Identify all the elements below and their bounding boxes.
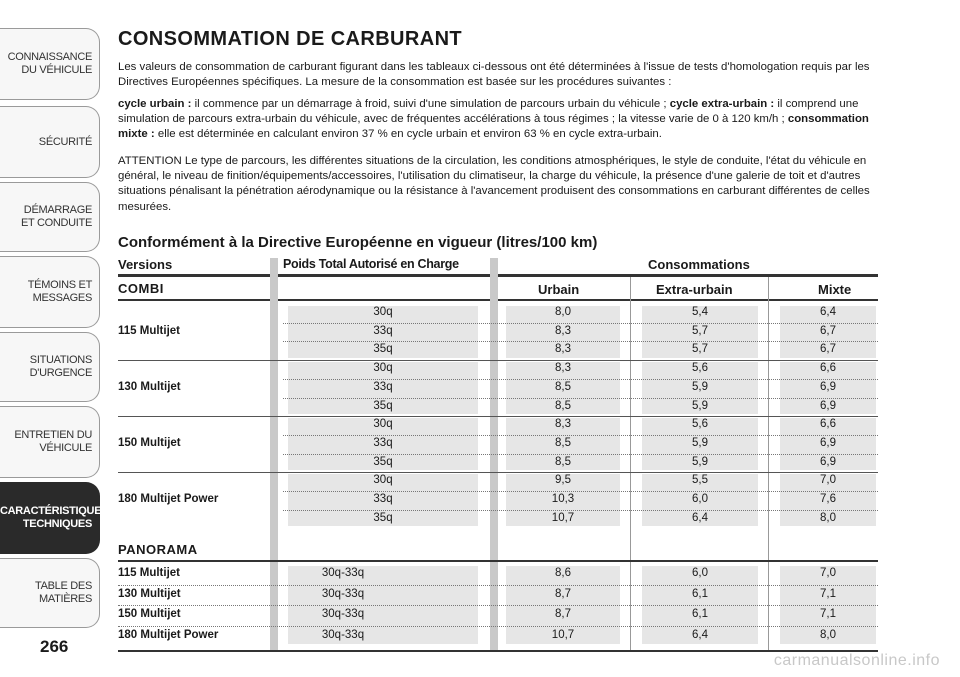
table-cell: 30q — [373, 306, 393, 318]
table-cell: 7,6 — [820, 493, 836, 505]
table-cell: 30q-33q — [321, 567, 365, 579]
tab-connaissance[interactable] — [0, 28, 100, 100]
version-label: 180 Multijet Power — [118, 628, 219, 641]
table-cell: 6,7 — [820, 324, 836, 337]
table-cell: 33q — [373, 380, 393, 393]
table-cell: 30q-33q — [321, 628, 365, 641]
consumption-table — [118, 254, 878, 654]
cycle-extra-label: cycle extra-urbain : — [669, 98, 775, 110]
version-label: 115 Multijet — [118, 567, 180, 579]
table-cell: 8,0 — [820, 628, 836, 641]
header-versions: Versions — [118, 257, 173, 272]
table-cell: 6,6 — [820, 362, 836, 375]
header-poids: Poids Total Autorisé en Charge — [283, 257, 459, 271]
table-cell: 5,7 — [692, 343, 708, 356]
table-cell: 5,6 — [692, 418, 708, 431]
cycle-urbain-label: cycle urbain : — [118, 98, 192, 110]
version-label: 150 Multijet — [118, 608, 181, 620]
table-cell: 8,3 — [555, 343, 571, 356]
version-label: 180 Multijet Power — [118, 493, 219, 505]
table-cell: 6,1 — [692, 587, 708, 600]
chapter-sidebar — [0, 0, 109, 677]
table-cell: 8,5 — [555, 455, 571, 468]
table-cell: 6,9 — [820, 436, 836, 449]
header-extra-urbain: Extra-urbain — [656, 282, 733, 297]
table-cell: 6,0 — [692, 567, 708, 579]
cycle-extra-text: il comprend une simulation de parcours extra-urbain du véhicule, avec de fréquentes accélérations à tous régimes ; la vitesse varie de 0 à 120 km/h ; — [118, 98, 859, 126]
table-cell: 35q — [373, 455, 393, 468]
row-separator — [283, 379, 878, 380]
version-label: 130 Multijet — [118, 380, 181, 393]
row-separator — [283, 435, 878, 436]
tab-label: TÉMOINS ET MESSAGES — [27, 279, 92, 304]
table-cell: 5,9 — [692, 380, 708, 393]
tab-demarrage[interactable] — [0, 182, 100, 252]
row-separator — [118, 585, 878, 586]
table-cell: 5,7 — [692, 324, 708, 337]
table-cell: 5,4 — [692, 306, 708, 318]
table-cell: 6,9 — [820, 399, 836, 412]
table-cell: 35q — [373, 511, 393, 524]
table-cell: 5,6 — [692, 362, 708, 375]
table-cell: 6,0 — [692, 493, 708, 505]
tab-label: TABLE DES MATIÈRES — [34, 580, 92, 605]
table-cell: 6,6 — [820, 418, 836, 431]
section-panorama: PANORAMA — [118, 542, 198, 557]
table-cell: 10,3 — [551, 493, 575, 505]
table-cell: 8,0 — [820, 511, 836, 524]
table-cell: 35q — [373, 399, 393, 412]
table-cell: 8,7 — [555, 608, 571, 620]
header-rule — [118, 274, 878, 277]
table-cell: 7,0 — [820, 474, 836, 487]
table-cell: 5,9 — [692, 455, 708, 468]
table-cell: 33q — [373, 493, 393, 505]
table-cell: 5,5 — [692, 474, 708, 487]
table-cell: 30q-33q — [321, 587, 365, 600]
table-cell: 30q — [373, 474, 393, 487]
tab-securite[interactable] — [0, 106, 100, 178]
table-cell: 30q — [373, 362, 393, 375]
table-cell: 6,4 — [692, 511, 708, 524]
row-separator — [283, 510, 878, 511]
table-cell: 8,5 — [555, 380, 571, 393]
section-combi: COMBI — [118, 281, 164, 296]
table-bottom-rule — [118, 650, 878, 652]
table-cell: 5,9 — [692, 436, 708, 449]
table-cell: 8,3 — [555, 418, 571, 431]
row-separator — [118, 626, 878, 627]
header-urbain: Urbain — [538, 282, 580, 297]
table-cell: 8,6 — [555, 567, 571, 579]
table-cell: 6,1 — [692, 608, 708, 620]
table-cell: 10,7 — [551, 628, 575, 641]
watermark: carmanualsonline.info — [773, 652, 940, 669]
row-separator — [283, 323, 878, 324]
table-cell: 30q — [373, 418, 393, 431]
table-cell: 7,1 — [820, 608, 836, 620]
mixte-label: consommation mixte : — [118, 113, 869, 141]
mixte-text: elle est déterminée en calculant environ 37 % en cycle urbain et environ 63 % en cycle extra-urbain. — [154, 128, 662, 141]
row-separator — [283, 341, 878, 342]
tab-label: ENTRETIEN DU VÉHICULE — [14, 429, 92, 454]
page-title: CONSOMMATION DE CARBURANT — [118, 28, 463, 50]
group-separator — [118, 360, 878, 361]
table-cell: 33q — [373, 436, 393, 449]
table-cell: 6,4 — [820, 306, 836, 318]
table-cell: 8,3 — [555, 362, 571, 375]
tab-table-matieres[interactable] — [0, 558, 100, 628]
column-divider — [630, 277, 631, 650]
subheader-rule — [118, 299, 878, 301]
table-cell: 7,0 — [820, 567, 836, 579]
tab-label: CARACTÉRISTIQUES TECHNIQUES — [0, 505, 109, 530]
group-separator — [118, 416, 878, 417]
tab-label: DÉMARRAGE ET CONDUITE — [20, 204, 92, 229]
table-heading: Conformément à la Directive Européenne en vigueur (litres/100 km) — [118, 234, 598, 251]
header-consommations: Consommations — [648, 257, 750, 272]
table-cell: 6,9 — [820, 380, 836, 393]
panorama-rule — [118, 560, 878, 562]
group-separator — [118, 472, 878, 473]
table-cell: 30q-33q — [321, 608, 365, 620]
attention-paragraph: ATTENTION Le type de parcours, les différentes situations de la circulation, les conditions atmosphériques, le style de conduite, l'état du véhicule en général, le niveau de finition/équipements/accessoires, l'utilisation du climatiseur, la charge du véhicule, la présence d'une galerie de toit et d'autres situations pénalisant la pénétration aérodynamique ou la résistance à l'avancement produisent des consommations en carburant différentes de celles mesurées. — [118, 155, 870, 213]
version-label: 130 Multijet — [118, 587, 181, 600]
table-cell: 8,5 — [555, 436, 571, 449]
row-separator — [118, 605, 878, 606]
table-cell: 7,1 — [820, 587, 836, 600]
intro-paragraph: Les valeurs de consommation de carburant figurant dans les tableaux ci-dessous ont été déterminées à l'issue de tests d'homologation requis par les Directives Européennes spécifiques. La mesure de la consommation est basée sur les procédures suivantes : — [118, 61, 870, 89]
tab-label: SITUATIONS D'URGENCE — [29, 354, 92, 379]
table-cell: 8,5 — [555, 399, 571, 412]
cycle-urbain-text: il commence par un démarrage à froid, suivi d'une simulation de parcours urbain du véhicule ; — [191, 98, 670, 110]
column-divider — [768, 277, 769, 650]
table-cell: 33q — [373, 324, 393, 337]
table-cell: 6,4 — [692, 628, 708, 641]
tab-label: CONNAISSANCE DU VÉHICULE — [7, 51, 92, 76]
version-label: 115 Multijet — [118, 324, 180, 337]
version-label: 150 Multijet — [118, 436, 181, 449]
tab-entretien[interactable] — [0, 406, 100, 478]
table-cell: 8,0 — [555, 306, 571, 318]
table-cell: 9,5 — [555, 474, 571, 487]
page-number: 266 — [40, 637, 69, 656]
table-cell: 6,7 — [820, 343, 836, 356]
cycles-paragraph — [118, 97, 888, 143]
table-cell: 35q — [373, 343, 393, 356]
table-cell: 8,7 — [555, 587, 571, 600]
row-separator — [283, 454, 878, 455]
tab-temoins[interactable] — [0, 256, 100, 328]
row-separator — [283, 491, 878, 492]
tab-situations[interactable] — [0, 332, 100, 402]
tab-label: SÉCURITÉ — [38, 135, 92, 148]
table-cell: 6,9 — [820, 455, 836, 468]
table-cell: 10,7 — [551, 511, 575, 524]
tab-caracteristiques[interactable] — [0, 482, 109, 554]
header-mixte: Mixte — [818, 282, 852, 297]
row-separator — [283, 398, 878, 399]
table-cell: 5,9 — [692, 399, 708, 412]
table-cell: 8,3 — [555, 324, 571, 337]
